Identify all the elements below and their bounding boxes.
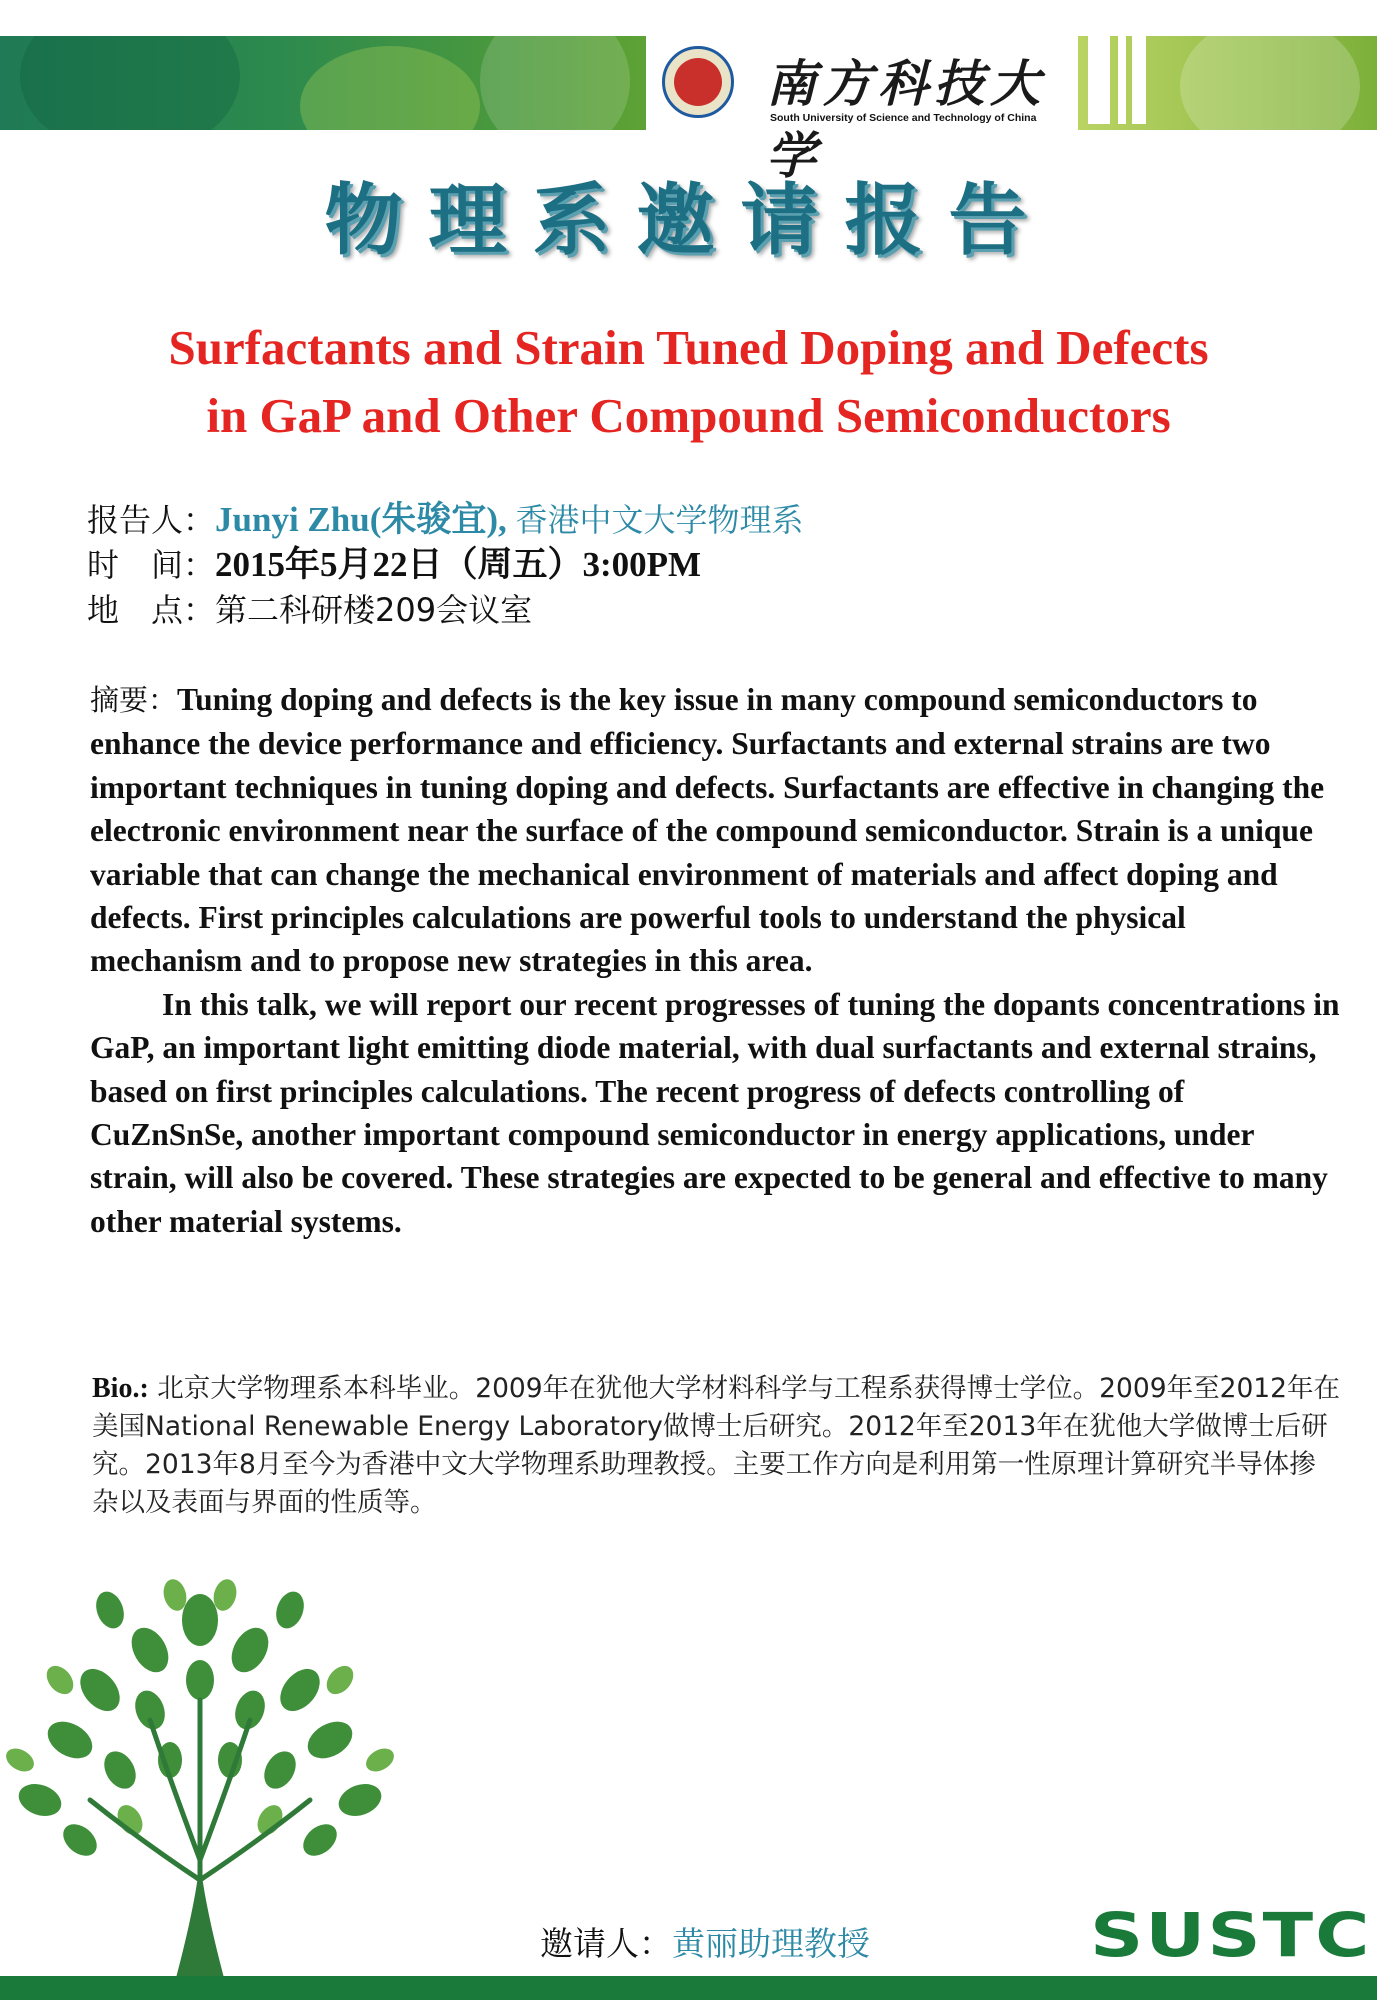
sustc-logo: SUSTC [1090,1900,1372,1971]
bio-text: 北京大学物理系本科毕业。2009年在犹他大学材料科学与工程系获得博士学位。2009年至2012年在美国National Renewable Energy Laboratory做博士后研究。2012年至2013年在犹他大学做博士后研究。2013年8月至今为香港中文大学物理系助理教授。主要工作方向是利用第一性原理计算研究半导体掺杂以及表面与界面的性质等。 [92,1373,1341,1518]
speaker-affiliation: 香港中文大学物理系 [515,501,804,539]
university-emblem-icon [662,46,734,118]
place-line [87,590,532,630]
abstract-label: 摘要： [90,683,178,717]
bio [92,1370,1342,1522]
inviter [540,1918,870,1965]
university-name-cn: 南方科技大学 [766,54,1046,185]
talk-title [40,314,1337,450]
talk-title-line2: in GaP and Other Compound Semiconductors [206,388,1171,443]
speaker-label: 报告人： [87,501,216,539]
time-line [87,545,701,585]
department-title: 物理系邀请报告 [324,176,1053,266]
speaker-name: Junyi Zhu(朱骏宜), [215,500,516,539]
time-value: 2015年5月22日（周五）3:00PM [215,545,702,584]
abstract-paragraph-2: In this talk, we will report our recent progresses of tuning the dopants concentrations in GaP, an important light emitting diode material, with dual surfactants and external strains, based on first principles calculations. The recent progress of defects controlling of CuZnSnSe, another important compound semiconductor in energy applications, under strain, will also be covered. These strategies are expected to be general and effective to many other material systems. [90,986,1340,1239]
bio-label: Bio.: [92,1373,149,1404]
talk-title-line1: Surfactants and Strain Tuned Doping and Defects [168,320,1209,375]
inviter-name: 黄丽助理教授 [672,1924,870,1963]
tree-illustration-icon [0,1560,420,2000]
footer-bar [0,1976,1377,2000]
abstract-paragraph-1: 摘要：Tuning doping and defects is the key issue in many compound semiconductors to enhance the device performance and efficiency. Surfactants and external strains are two important techniques in tuning doping and defects. Surfactants are effective in changing the electronic environment near the surface of the compound semiconductor. Strain is a unique variable that can change the mechanical environment of materials and affect doping and defects. First principles calculations are powerful tools to understand the physical mechanism and to propose new strategies in this area. [90,682,1325,979]
inviter-label: 邀请人： [540,1924,672,1963]
university-logo [646,24,1078,185]
speaker-line [87,500,804,540]
place-label: 地 点： [87,591,216,629]
abstract [90,678,1340,1243]
place-value: 第二科研楼209会议室 [215,591,533,629]
time-label: 时 间： [87,546,216,584]
university-name-en: South University of Science and Technology of China [770,112,1037,124]
